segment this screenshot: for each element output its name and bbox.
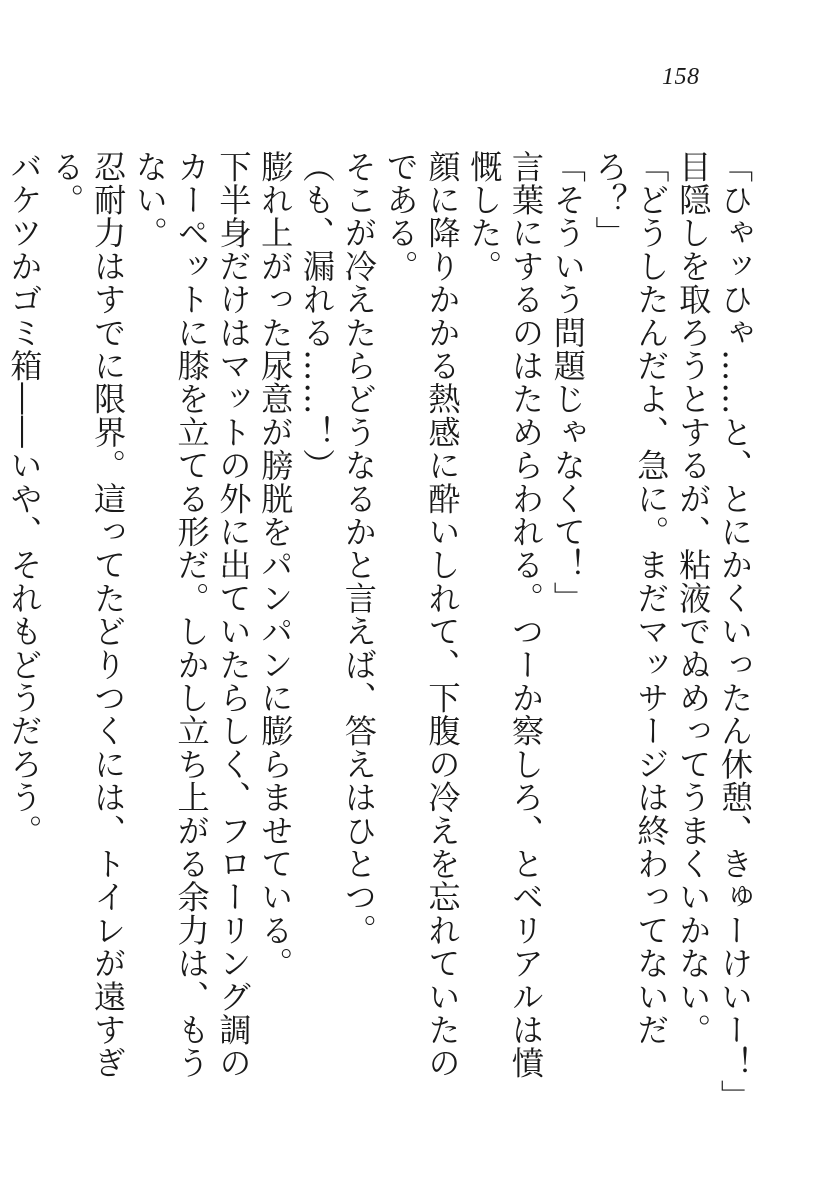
paragraph: 「ひゃッひゃ……と、とにかくいったん休憩、きゅーけいー！」 [716,150,754,1113]
vertical-text-body [0,150,755,1113]
paragraph: 「どうしたんだよ、急に。まだマッサージは終わってないだろ？」 [590,150,671,1047]
paragraph: （も、漏れる……！） [298,150,337,482]
paragraph: 言葉にするのはためらわれる。つーか察しろ、とベリアルは憤慨した。 [465,150,546,1080]
paragraph: バケツかゴミ箱――いや、それもどうだろう。 [5,150,44,848]
paragraph: 顔に降りかかる熱感に酔いしれて、下腹の冷えを忘れていたのである。 [381,150,462,1080]
paragraph: 忍耐力はすでに限界。這ってたどりつくには、トイレが遠すぎる。 [47,150,128,1080]
paragraph [0,150,3,1110]
paragraph: 目隠しを取ろうとするが、粘液でぬめってうまくいかない。 [674,150,713,1047]
paragraph: 下半身だけはマットの外に出ていたらしく、フローリング調のカーペットに膝を立てる形だ。しかし立ち上がる余力は、もうない。 [130,150,253,1080]
paragraph: 膨れ上がった尿意が膀胱をパンパンに膨らませている。 [256,150,295,980]
page-number: 158 [662,64,700,90]
paragraph: そこが冷えたらどうなるかと言えば、答えはひとつ。 [339,150,378,947]
paragraph: 「そういう問題じゃなくて！」 [548,150,587,615]
